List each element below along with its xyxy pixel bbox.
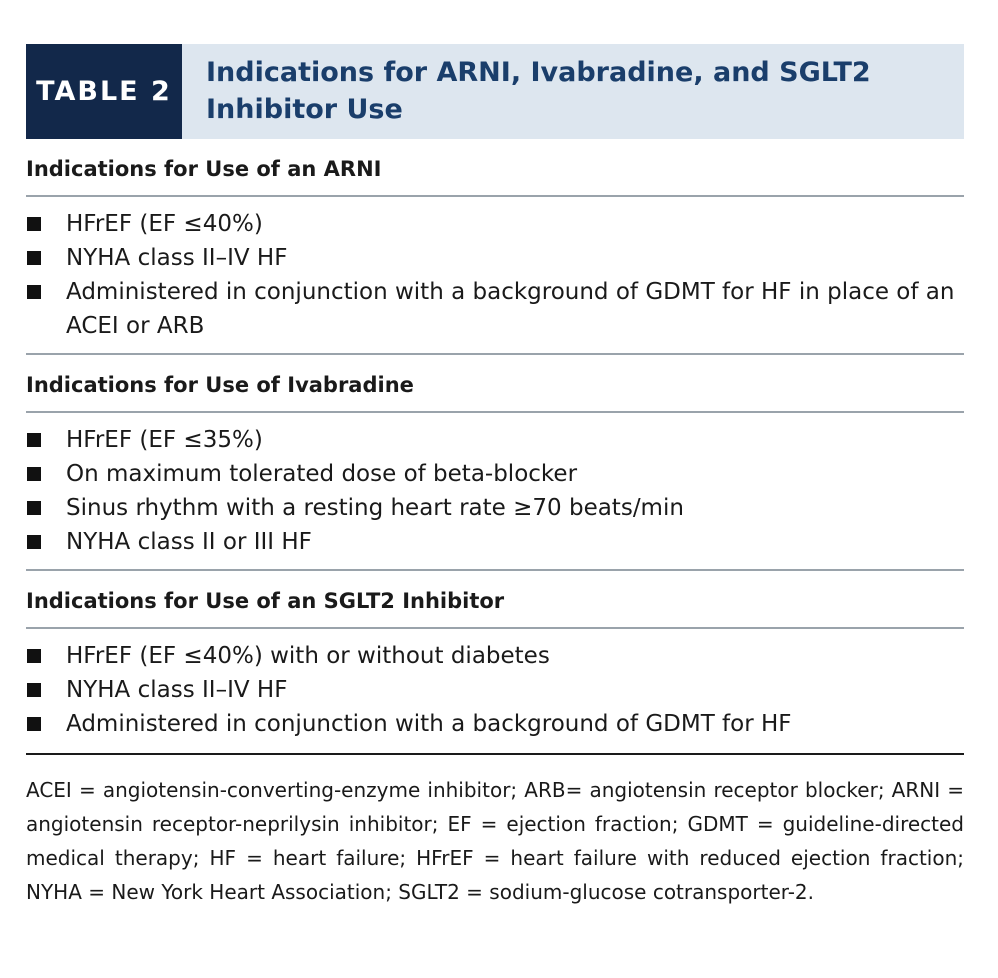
list-item-text: NYHA class II or III HF	[66, 529, 312, 555]
list-item	[26, 525, 964, 559]
section-heading-ivabradine: Indications for Use of Ivabradine	[26, 355, 964, 413]
list-item	[26, 423, 964, 457]
table-title: Indications for ARNI, Ivabradine, and SGLT2 Inhibitor Use	[206, 57, 871, 125]
list-item-text: Administered in conjunction with a background of GDMT for HF	[66, 711, 792, 737]
table-header	[26, 44, 964, 139]
section-list-arni	[26, 197, 964, 355]
list-item	[26, 457, 964, 491]
square-bullet-icon	[27, 535, 41, 549]
square-bullet-icon	[27, 501, 41, 515]
square-bullet-icon	[27, 433, 41, 447]
section-list-ivabradine	[26, 413, 964, 571]
list-item-text: On maximum tolerated dose of beta-blocker	[66, 461, 578, 487]
list-item-text: NYHA class II–IV HF	[66, 245, 288, 271]
list-item	[26, 707, 964, 741]
list-item	[26, 491, 964, 525]
table-label: TABLE 2	[26, 44, 182, 139]
list-item-text: HFrEF (EF ≤40%) with or without diabetes	[66, 643, 550, 669]
section-heading-sglt2: Indications for Use of an SGLT2 Inhibitor	[26, 571, 964, 629]
list-item	[26, 639, 964, 673]
square-bullet-icon	[27, 649, 41, 663]
square-bullet-icon	[27, 251, 41, 265]
square-bullet-icon	[27, 683, 41, 697]
section-list-sglt2	[26, 629, 964, 755]
table-footnote: ACEI = angiotensin-converting-enzyme inhibitor; ARB= angiotensin receptor blocker; ARNI = angiotensin receptor-neprilysin inhibitor; EF = ejection fraction; GDMT = guideline-directed medical therapy; HF = heart failure; HFrEF = heart failure with reduced ejection fraction; NYHA = New York Heart Association; SGLT2 = sodium-glucose cotransporter-2.	[26, 778, 964, 904]
square-bullet-icon	[27, 217, 41, 231]
list-item-text: NYHA class II–IV HF	[66, 677, 288, 703]
list-item	[26, 673, 964, 707]
square-bullet-icon	[27, 285, 41, 299]
list-item	[26, 207, 964, 241]
table-2	[26, 44, 964, 909]
list-item-text: HFrEF (EF ≤40%)	[66, 211, 263, 237]
list-item-text: Sinus rhythm with a resting heart rate ≥70 beats/min	[66, 495, 684, 521]
list-item	[26, 241, 964, 275]
square-bullet-icon	[27, 467, 41, 481]
list-item-text: Administered in conjunction with a background of GDMT for HF in place of an ACEI or ARB	[66, 279, 955, 339]
section-heading-arni: Indications for Use of an ARNI	[26, 139, 964, 197]
list-item	[26, 275, 964, 343]
list-item-text: HFrEF (EF ≤35%)	[66, 427, 263, 453]
square-bullet-icon	[27, 717, 41, 731]
